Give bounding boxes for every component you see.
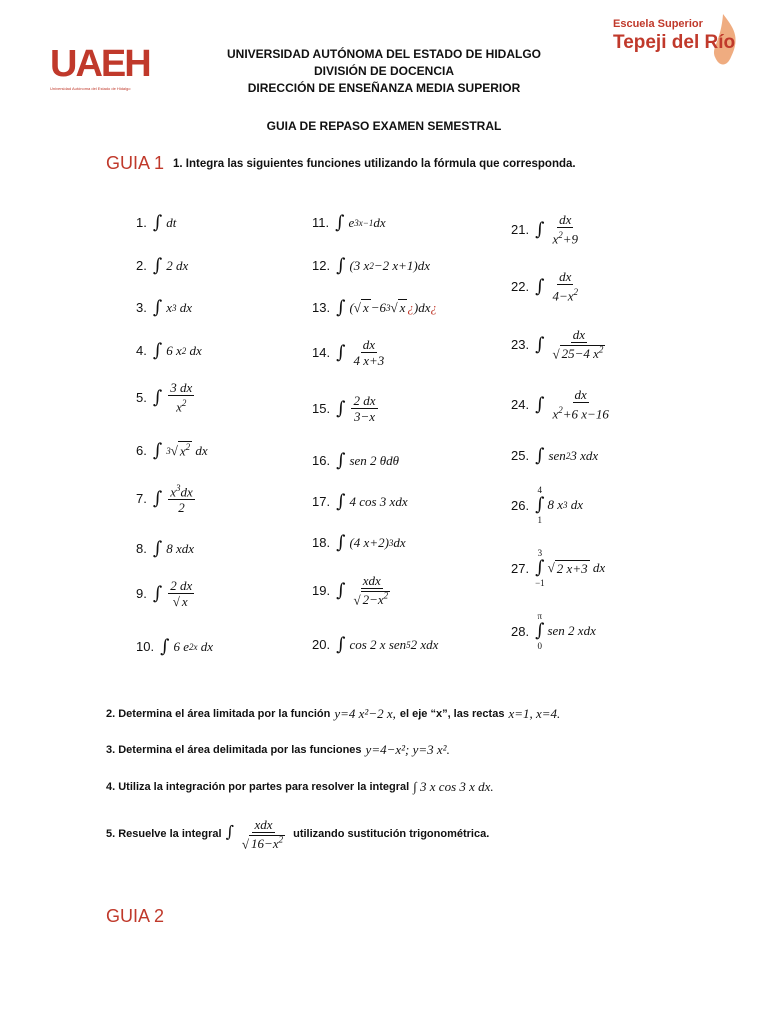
integral-26: 26. 4 ∫ 1 8 x 3 dx	[511, 485, 584, 525]
integral-number: 10.	[136, 639, 155, 654]
integral-number: 12.	[312, 258, 331, 273]
integral-number: 4.	[136, 343, 147, 358]
uaeh-logo-caption: Universidad Autónoma del Estado de Hidalgo	[50, 86, 131, 91]
header-line2: DIVISIÓN DE DOCENCIA	[313, 64, 454, 78]
integral-18: 18. ∫ (4 x+2) 3 dx	[312, 532, 406, 553]
question-5-text: 5. Resuelve la integral	[106, 828, 222, 841]
integral-11: 11. ∫ e 3x−1 dx	[312, 212, 386, 233]
institution-header	[200, 46, 568, 97]
integral-7: 7. ∫ $\frac{x^3dx}{2}$	[136, 483, 193, 516]
integral-number: 23.	[511, 336, 530, 352]
integral-number: 8.	[136, 541, 147, 556]
section-guia-1-instruction: 1. Integra las siguientes funciones utilizando la fórmula que corresponda.	[173, 158, 576, 170]
integral-10: 10. ∫ 6 e 2x dx	[136, 636, 214, 657]
integral-number: 13.	[312, 300, 331, 315]
integral-13: 13. ∫ (√ x −6 3 √ x ¿ )dx ¿	[312, 297, 438, 318]
integral-14: 14. ∫ $\frac{dx}{4 x+3}$	[312, 337, 385, 368]
integral-number: 25.	[511, 448, 530, 463]
integral-16: 16. ∫ sen 2 θdθ	[312, 450, 400, 471]
question-4-text: 4. Utiliza la integración por partes para resolver la integral	[106, 781, 410, 793]
integral-number: 28.	[511, 623, 530, 639]
integral-number: 2.	[136, 258, 147, 273]
uaeh-logo	[50, 42, 150, 97]
question-3	[106, 742, 454, 758]
question-5	[106, 817, 489, 851]
question-2-text-2: el eje “x”, las rectas	[399, 708, 505, 720]
integral-number: 6.	[136, 443, 147, 458]
integral-number: 27.	[511, 560, 530, 576]
integral-number: 15.	[312, 401, 331, 416]
uaeh-logo-text: UAEH	[50, 43, 150, 85]
integral-20: 20. ∫ cos 2 x sen 5 2 xdx	[312, 634, 439, 655]
integral-21: 21. ∫ $\frac{dx}{x^2+9}$	[511, 212, 579, 247]
integral-23: 23. ∫ $\frac{dx}{√ 25-4 x^2}$	[511, 327, 604, 362]
integral-9: 9. ∫ $\frac{2 dx}{√ x}$	[136, 578, 193, 609]
integral-number: 9.	[136, 586, 147, 601]
integral-28: 28. π ∫ 0 sen 2 xdx	[511, 611, 596, 651]
integral-number: 22.	[511, 278, 530, 294]
integral-19: 19. ∫ $\frac{\text{xdx}}{√ 2-x^2}$	[312, 573, 389, 608]
integral-number: 16.	[312, 453, 331, 468]
integral-17: 17. ∫ 4 cos 3 xdx	[312, 491, 408, 512]
question-3-functions: y=4−x²; y=3 x².	[365, 742, 450, 757]
integral-5: 5. ∫ $\frac{3 dx}{x^2}$	[136, 380, 193, 415]
guide-title: GUIA DE REPASO EXAMEN SEMESTRAL	[266, 119, 502, 133]
question-5-text-2: utilizando sustitución trigonométrica.	[293, 828, 490, 841]
tepeji-logo-line1: Escuela Superior	[613, 18, 703, 30]
section-guia-2-label: GUIA 2	[106, 906, 165, 926]
integral-4: 4. ∫ 6 x 2 dx	[136, 340, 202, 361]
integral-3: 3. ∫ x 3 dx	[136, 297, 193, 318]
integral-number: 26.	[511, 497, 530, 513]
integral-number: 1.	[136, 215, 147, 230]
integral-number: 21.	[511, 221, 530, 237]
question-4	[106, 779, 498, 795]
integral-number: 19.	[312, 582, 331, 598]
integral-number: 7.	[136, 490, 147, 506]
integral-15: 15. ∫ $\frac{2 dx}{3-x}$	[312, 393, 376, 424]
integral-6: 6. ∫ 3 √ $x^2$ dx	[136, 440, 208, 461]
integral-1: 1. ∫ dt	[136, 212, 177, 233]
section-guia-1-label: GUIA 1	[106, 153, 165, 173]
question-2-lines: x=1, x=4.	[508, 706, 561, 721]
integral-27: 27. 3 ∫ −1 √ 2 x+3 dx	[511, 548, 606, 588]
integral-number: 5.	[136, 389, 147, 405]
integral-number: 3.	[136, 300, 147, 315]
integral-number: 18.	[312, 535, 331, 550]
question-4-integral: ∫ 3 x cos 3 x dx.	[413, 779, 494, 794]
header-line1: UNIVERSIDAD AUTÓNOMA DEL ESTADO DE HIDALGO	[226, 47, 541, 61]
integral-12: 12. ∫ (3 x 2 −2 x+1)dx	[312, 255, 430, 276]
integral-number: 20.	[312, 637, 331, 652]
question-3-text: 3. Determina el área delimitada por las funciones	[106, 744, 362, 756]
integral-22: 22. ∫ $\frac{dx}{4-x^2}$	[511, 269, 579, 304]
integral-number: 11.	[312, 215, 330, 230]
tepeji-logo-line2: Tepeji del Río	[613, 32, 736, 53]
integral-number: 24.	[511, 396, 530, 412]
integral-number: 17.	[312, 494, 331, 509]
tepeji-logo	[585, 12, 750, 87]
question-2-text: 2. Determina el área limitada por la función	[106, 708, 331, 720]
integral-number: 14.	[312, 345, 331, 360]
integral-25: 25. ∫ sen 2 3 xdx	[511, 445, 599, 466]
integral-2: 2. ∫ 2 dx	[136, 255, 189, 276]
question-2	[106, 706, 564, 722]
question-5-integral: ∫ $\frac{\text{xdx}}{√ 16-x^2}$	[225, 817, 284, 852]
integral-8: 8. ∫ 8 xdx	[136, 538, 195, 559]
integral-24: 24. ∫ $\frac{dx}{x^2+6 x-16}$	[511, 387, 609, 422]
question-2-function: y=4 x²−2 x,	[334, 706, 396, 721]
header-line3: DIRECCIÓN DE ENSEÑANZA MEDIA SUPERIOR	[247, 81, 521, 95]
